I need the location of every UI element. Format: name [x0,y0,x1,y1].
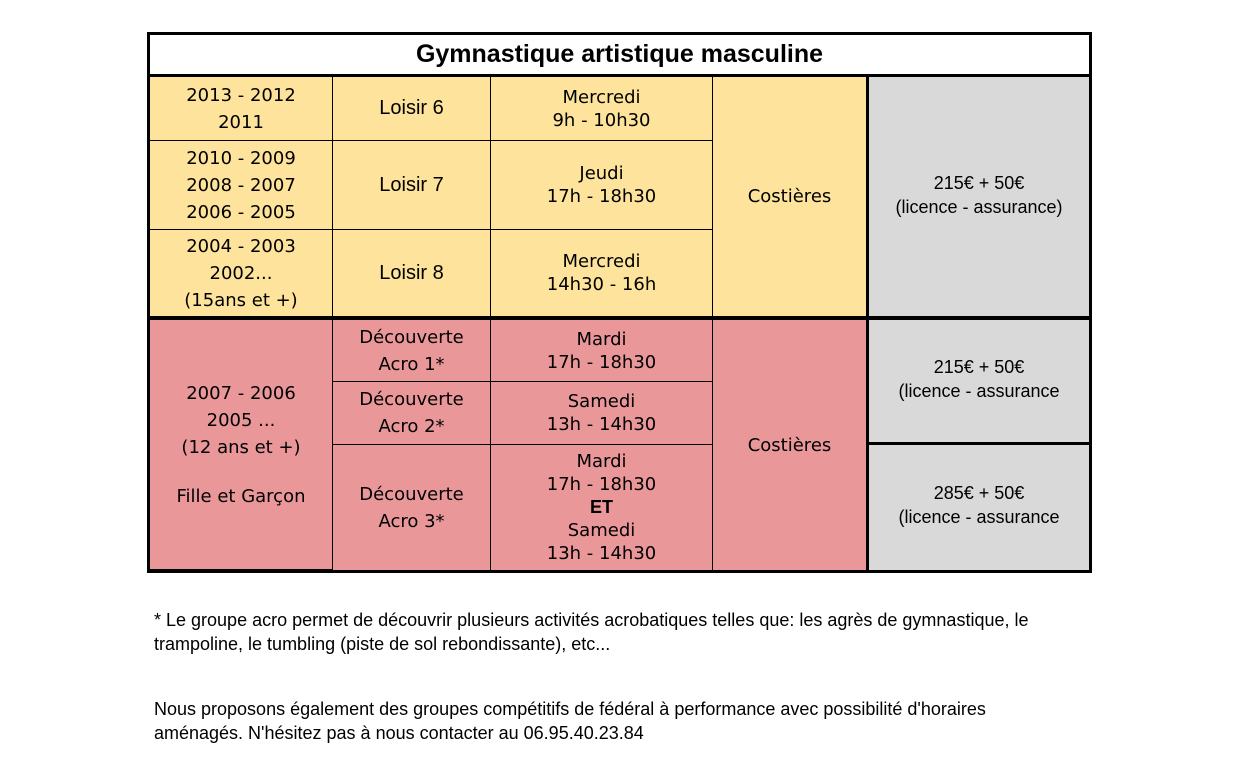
year-line: 2005 ... [206,409,276,431]
schedule-day: Samedi [567,391,636,412]
location-label: Costières [747,186,832,207]
schedule-time: 9h - 10h30 [552,109,651,131]
schedule-day: Jeudi [579,163,624,184]
schedule-cell-loisir-8 [491,230,713,317]
schedule-time: 13h - 14h30 [546,543,657,564]
schedule-day: Mardi [576,451,627,472]
group-label: Acro 2* [378,416,445,437]
group-cell-loisir-7 [333,141,491,230]
years-cell-loisir-6 [150,77,333,141]
year-line: 2004 - 2003 [186,235,296,257]
location-cell-red [713,320,869,570]
price-note: (licence - assurance [898,381,1060,401]
group-cell-acro-2 [333,382,491,445]
schedule-and: ET [589,497,613,517]
location-label: Costières [747,434,832,456]
years-cell-loisir-7 [150,141,333,230]
year-line: 2006 - 2005 [186,201,296,223]
price-amount: 285€ + 50€ [933,482,1025,503]
group-label: Loisir 7 [379,173,444,196]
schedule-time: 17h - 18h30 [546,186,657,207]
group-label: Loisir 6 [379,97,444,119]
schedule-cell-acro-1 [491,320,713,382]
schedule-day: Mercredi [562,251,641,272]
schedule-cell-loisir-7 [491,141,713,230]
group-label: Loisir 8 [379,261,444,284]
price-cell-yellow [869,77,1089,317]
schedule-day: Mercredi [562,86,641,108]
group-cell-loisir-6 [333,77,491,141]
schedule-table [147,32,1092,573]
schedule-time: 13h - 14h30 [546,414,657,435]
schedule-cell-loisir-6 [491,77,713,141]
schedule-time: 14h30 - 16h [546,274,657,295]
price-note: (licence - assurance) [895,196,1063,217]
group-label: Découverte [359,483,464,505]
year-line: (12 ans et +) [181,436,301,458]
acro-footnote: * Le groupe acro permet de découvrir plusieurs activités acrobatiques telles que: les agrès de gymnastique, le trampoline, le tumbling (piste de sol rebondissante), etc... [154,610,1029,654]
years-cell-loisir-8 [150,230,333,317]
schedule-day: Mardi [576,328,627,350]
price-note: (licence - assurance [898,506,1060,527]
price-amount: 215€ + 50€ [933,357,1025,377]
table-title: Gymnastique artistique masculine [150,35,1089,77]
year-line: 2007 - 2006 [186,382,296,404]
year-line: 2013 - 2012 [186,84,296,106]
group-cell-loisir-8 [333,230,491,317]
years-cell-acro [150,320,333,570]
year-line: 2010 - 2009 [186,147,296,169]
group-cell-acro-3 [333,445,491,570]
price-cell-acro-1-2 [869,320,1089,445]
schedule-day: Samedi [567,520,636,541]
schedule-cell-acro-2 [491,382,713,445]
contact-note: Nous proposons également des groupes compétitifs de fédéral à performance avec possibilité d'horaires aménagés. N'hésitez pas à nous contacter au 06.95.40.23.84 [154,699,986,743]
year-line: 2008 - 2007 [186,174,296,196]
group-label: Acro 3* [378,510,445,532]
location-cell-yellow [713,77,869,317]
year-line: 2011 [218,111,264,133]
group-cell-acro-1 [333,320,491,382]
schedule-time: 17h - 18h30 [546,351,657,373]
audience-label: Fille et Garçon [176,485,306,507]
schedule-cell-acro-3 [491,445,713,570]
year-line: 2002... [209,262,273,284]
price-cell-acro-3 [869,445,1089,570]
group-label: Découverte [359,389,464,410]
year-line: (15ans et +) [184,289,298,311]
group-label: Découverte [359,326,464,348]
group-label: Acro 1* [378,353,445,375]
price-amount: 215€ + 50€ [933,172,1025,193]
schedule-time: 17h - 18h30 [546,474,657,495]
